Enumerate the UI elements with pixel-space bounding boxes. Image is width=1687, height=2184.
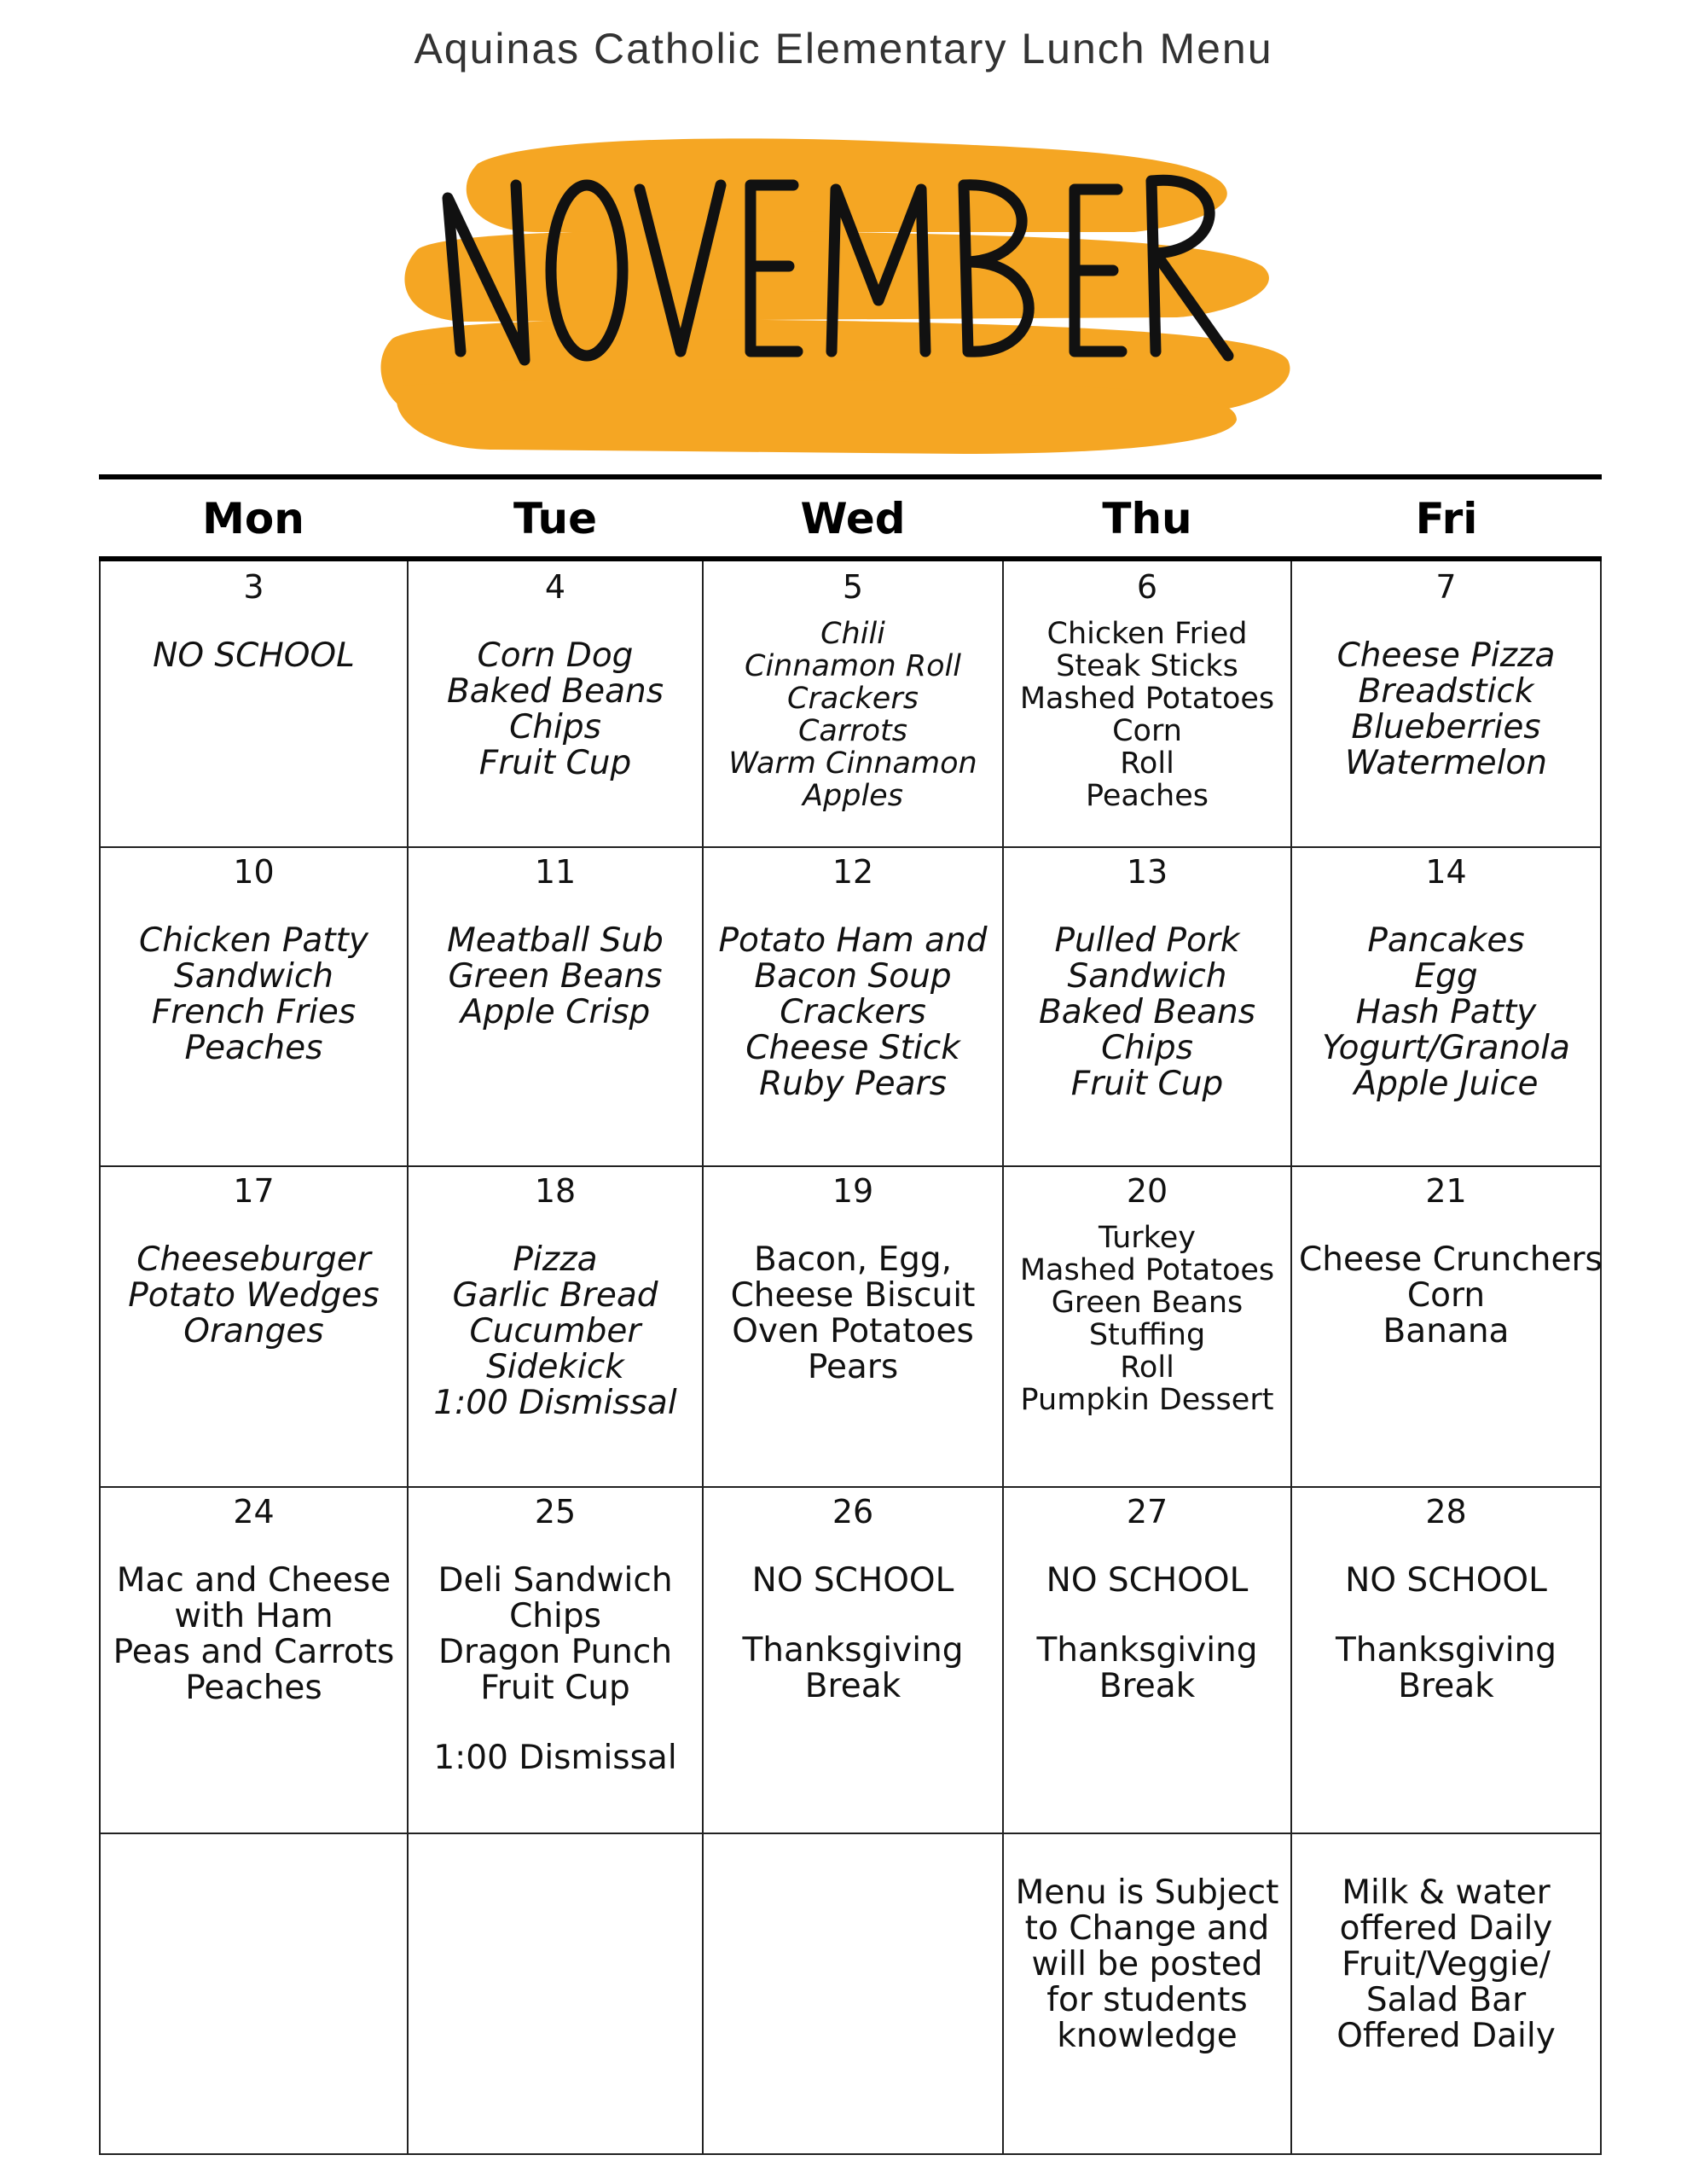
spacer (710, 1599, 995, 1633)
cell-date: 17 (233, 1172, 275, 1210)
note-line: to Change and (1024, 1909, 1270, 1948)
menu-item: Peaches (184, 1029, 323, 1067)
menu-item: Corn (1406, 1276, 1486, 1315)
note-line: Fruit/Veggie/ (1342, 1945, 1551, 1984)
menu-item: Turkey (1099, 1221, 1196, 1255)
menu-cell-nov-11 (409, 848, 702, 1031)
menu-cell-nov-27 (1004, 1488, 1290, 1705)
menu-item: Chips (1101, 1029, 1193, 1067)
cell-items (1011, 1222, 1284, 1416)
menu-item: Cheese Biscuit (730, 1276, 976, 1315)
menu-item: Yogurt/Granola (1322, 1029, 1570, 1067)
cell-items (1299, 638, 1593, 781)
menu-cell-nov-5 (704, 563, 1002, 812)
menu-item: Peaches (185, 1669, 322, 1707)
cell-date: 13 (1126, 853, 1168, 891)
note-line: Salad Bar (1365, 1981, 1527, 2019)
cell-items (415, 1563, 695, 1776)
menu-item: Fruit Cup (478, 744, 632, 782)
daily-offerings-note (1292, 1834, 1600, 2054)
page-title: Aquinas Catholic Elementary Lunch Menu (414, 25, 1273, 73)
note-line: for students (1046, 1981, 1248, 2019)
menu-item: Deli Sandwich (438, 1561, 673, 1600)
menu-item: Pears (807, 1348, 899, 1386)
cell-date: 26 (832, 1493, 874, 1531)
menu-item: Mashed Potatoes (1019, 682, 1275, 716)
holiday-note: Break (1099, 1667, 1196, 1705)
menu-item: Meatball Sub (447, 921, 664, 960)
menu-item: NO SCHOOL (1046, 1561, 1249, 1600)
menu-item: Blueberries (1351, 708, 1541, 746)
spacer (415, 1706, 695, 1740)
menu-item: Sidekick (486, 1348, 624, 1386)
menu-item: Chips (509, 1597, 601, 1635)
note-text (1011, 1875, 1284, 2054)
cell-date: 5 (842, 568, 864, 606)
note-text (1299, 1875, 1593, 2054)
menu-cell-nov-7 (1292, 563, 1600, 781)
menu-item: Corn Dog (477, 636, 634, 675)
cell-items (107, 1563, 400, 1706)
cell-items (1299, 923, 1593, 1102)
holiday-note: Break (1398, 1667, 1494, 1705)
november-banner (367, 104, 1313, 471)
menu-item: NO SCHOOL (1345, 1561, 1547, 1600)
cell-date: 14 (1425, 853, 1467, 891)
menu-item: Pumpkin Dessert (1020, 1383, 1274, 1417)
menu-item: Cinnamon Roll (745, 649, 961, 683)
menu-item: Oven Potatoes (732, 1312, 974, 1350)
menu-item: Potato Wedges (128, 1276, 380, 1315)
menu-cell-nov-19 (704, 1167, 1002, 1385)
menu-item: Pulled Pork (1054, 921, 1240, 960)
menu-item: Baked Beans (446, 672, 664, 711)
cell-items (710, 1242, 995, 1385)
menu-cell-nov-17 (101, 1167, 407, 1350)
menu-item: Roll (1120, 1350, 1174, 1385)
menu-item: Green Beans (448, 957, 663, 996)
menu-item: Green Beans (1051, 1286, 1244, 1320)
cell-date: 4 (544, 568, 566, 606)
menu-item: Mac and Cheese (116, 1561, 391, 1600)
dismissal-note: 1:00 Dismissal (433, 1739, 677, 1777)
menu-item: Sandwich (1067, 957, 1227, 996)
menu-item: Cheese Pizza (1336, 636, 1556, 675)
menu-item: Crackers (780, 993, 926, 1031)
menu-item: Stuffing (1088, 1318, 1206, 1352)
header-top-rule (99, 474, 1602, 479)
cell-date: 11 (534, 853, 577, 891)
menu-cell-nov-6 (1004, 563, 1290, 812)
menu-cell-nov-26 (704, 1488, 1002, 1705)
cell-items (710, 1563, 995, 1705)
spacer (1299, 1599, 1593, 1633)
menu-item: Cucumber (469, 1312, 641, 1350)
cell-items (1299, 1563, 1593, 1705)
menu-cell-nov-12 (704, 848, 1002, 1102)
cell-date: 3 (243, 568, 264, 606)
menu-cell-nov-18 (409, 1167, 702, 1421)
cell-date: 20 (1126, 1172, 1168, 1210)
note-line: will be posted (1031, 1945, 1263, 1984)
menu-item: Apples (803, 779, 903, 813)
cell-items (415, 1242, 695, 1421)
cell-items (1011, 1563, 1284, 1705)
menu-item: Apple Juice (1354, 1065, 1539, 1103)
menu-cell-nov-4 (409, 563, 702, 781)
menu-item: Watermelon (1344, 744, 1548, 782)
cell-date: 21 (1425, 1172, 1467, 1210)
holiday-note: Break (804, 1667, 901, 1705)
menu-item: Corn (1112, 714, 1182, 748)
menu-item: Peas and Carrots (113, 1633, 395, 1671)
cell-date: 12 (832, 853, 874, 891)
menu-item: Chili (820, 617, 885, 651)
header-thu: Thu (1102, 494, 1192, 543)
menu-item: Oranges (183, 1312, 324, 1350)
menu-item: Hash Patty (1355, 993, 1537, 1031)
menu-item: Pizza (513, 1240, 598, 1279)
menu-item: Steak Sticks (1056, 649, 1238, 683)
menu-item: NO SCHOOL (751, 1561, 954, 1600)
holiday-note: Thanksgiving (1036, 1631, 1258, 1670)
menu-cell-nov-10 (101, 848, 407, 1066)
holiday-note: Thanksgiving (742, 1631, 964, 1670)
menu-cell-nov-28 (1292, 1488, 1600, 1705)
menu-item: Apple Crisp (460, 993, 651, 1031)
menu-item: Cheese Stick (745, 1029, 960, 1067)
menu-cell-nov-21 (1292, 1167, 1603, 1350)
menu-item: Peaches (1085, 779, 1209, 813)
menu-item: Fruit Cup (1070, 1065, 1224, 1103)
menu-item: Potato Ham and (718, 921, 988, 960)
cell-date: 19 (832, 1172, 874, 1210)
menu-item: Warm Cinnamon (728, 746, 977, 781)
header-mon: Mon (202, 494, 304, 543)
menu-cell-nov-13 (1004, 848, 1290, 1102)
menu-item: Bacon Soup (754, 957, 952, 996)
menu-item: Chips (509, 708, 601, 746)
menu-item: Crackers (787, 682, 919, 716)
note-line: Milk & water (1342, 1873, 1551, 1912)
cell-date: 24 (233, 1493, 275, 1531)
cell-date: 18 (534, 1172, 577, 1210)
cell-date: 6 (1136, 568, 1158, 606)
menu-item: French Fries (151, 993, 357, 1031)
cell-items (107, 923, 400, 1066)
note-line: Offered Daily (1336, 2017, 1556, 2055)
cell-items (710, 923, 995, 1102)
menu-cell-nov-20 (1004, 1167, 1290, 1416)
menu-item: Bacon, Egg, (753, 1240, 953, 1279)
menu-cell-nov-25 (409, 1488, 702, 1776)
menu-item: Baked Beans (1038, 993, 1256, 1031)
menu-item: with Ham (174, 1597, 333, 1635)
cell-date: 10 (233, 853, 275, 891)
menu-cell-nov-3 (101, 563, 407, 674)
cell-date: 7 (1435, 568, 1457, 606)
menu-item: Ruby Pears (759, 1065, 947, 1103)
cell-items (107, 1242, 400, 1350)
menu-item: Cheese Crunchers (1299, 1240, 1603, 1279)
menu-item: NO SCHOOL (153, 636, 355, 675)
menu-item: Chicken Fried (1046, 617, 1248, 651)
menu-item: Fruit Cup (480, 1669, 630, 1707)
cell-items (710, 618, 995, 812)
menu-item: Carrots (797, 714, 908, 748)
menu-item: Cheeseburger (136, 1240, 371, 1279)
menu-item: Egg (1414, 957, 1478, 996)
note-line: offered Daily (1339, 1909, 1553, 1948)
menu-cell-nov-24 (101, 1488, 407, 1706)
cell-date: 27 (1126, 1493, 1168, 1531)
header-wed: Wed (800, 494, 906, 543)
note-line: Menu is Subject (1015, 1873, 1279, 1912)
header-fri: Fri (1415, 494, 1478, 543)
menu-item: Garlic Bread (452, 1276, 658, 1315)
cell-items (107, 638, 400, 674)
menu-item: Roll (1120, 746, 1174, 781)
menu-item: Sandwich (173, 957, 334, 996)
holiday-note: Thanksgiving (1335, 1631, 1557, 1670)
menu-item: 1:00 Dismissal (433, 1384, 677, 1422)
menu-change-note (1004, 1834, 1290, 2054)
cell-items (1011, 923, 1284, 1102)
cell-items (415, 923, 695, 1031)
cell-items (1299, 1240, 1603, 1350)
cell-items (415, 638, 695, 781)
menu-item: Dragon Punch (438, 1633, 673, 1671)
menu-item: Mashed Potatoes (1019, 1253, 1275, 1287)
menu-item: Breadstick (1358, 672, 1534, 711)
header-tue: Tue (513, 494, 598, 543)
cell-items (1011, 618, 1284, 812)
note-line: knowledge (1057, 2017, 1238, 2055)
menu-item: Pancakes (1367, 921, 1525, 960)
menu-item: Chicken Patty (138, 921, 368, 960)
cell-date: 28 (1425, 1493, 1467, 1531)
cell-date: 25 (534, 1493, 577, 1531)
spacer (1011, 1599, 1284, 1633)
menu-item: Banana (1383, 1312, 1510, 1350)
menu-cell-nov-14 (1292, 848, 1600, 1102)
